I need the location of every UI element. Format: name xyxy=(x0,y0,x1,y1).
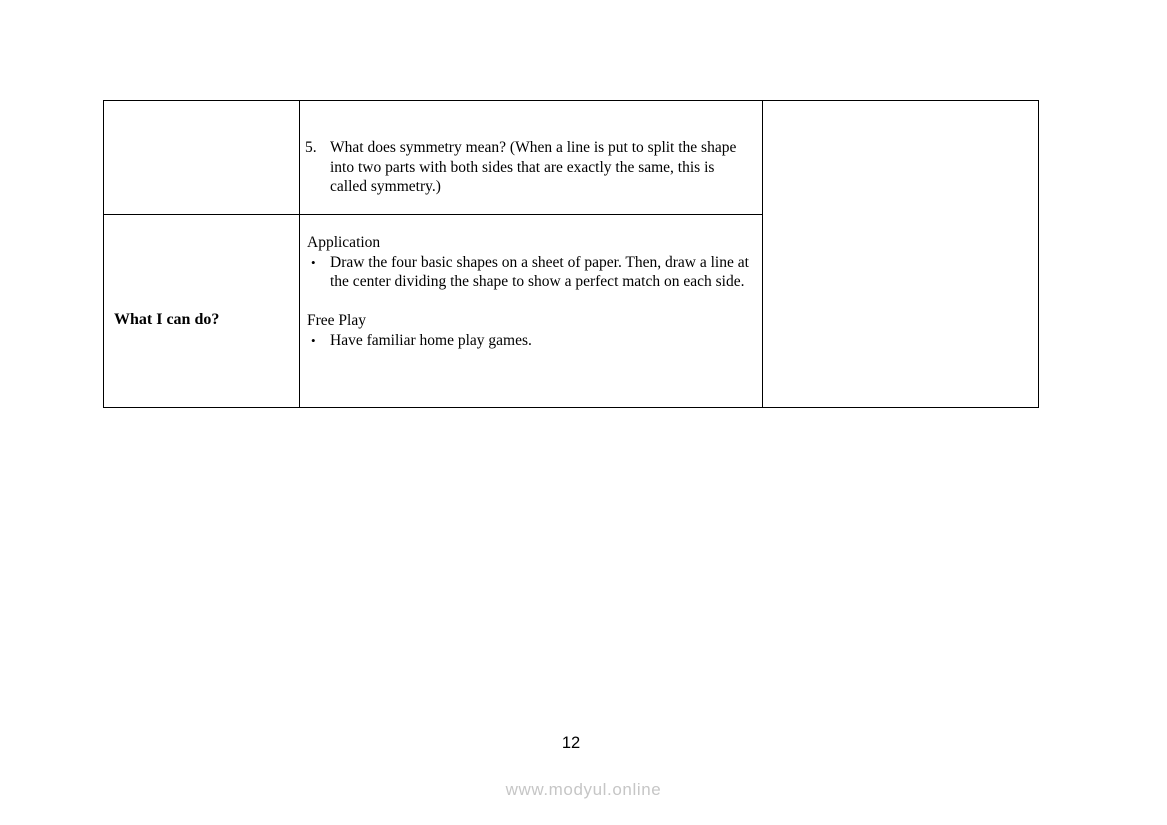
freeplay-bullet-item xyxy=(307,331,756,351)
freeplay-section xyxy=(307,311,756,350)
application-title: Application xyxy=(307,234,381,251)
table-cell-row2-left xyxy=(104,215,300,407)
what-i-can-do-label: What I can do? xyxy=(114,311,220,328)
question-item-5 xyxy=(305,138,754,197)
application-bullet-text: Draw the four basic shapes on a sheet of paper. Then, draw a line at the center dividing the shape to show a perfect match on each side. xyxy=(330,253,749,290)
question-text: What does symmetry mean? (When a line is put to split the shape into two parts with both sides that are exactly the same, this is called symmetry.) xyxy=(330,139,737,195)
table-cell-row1-middle xyxy=(300,101,763,215)
freeplay-title: Free Play xyxy=(307,312,366,329)
application-section xyxy=(307,233,756,292)
bullet-icon: • xyxy=(311,332,316,348)
table-cell-row2-middle xyxy=(300,215,763,407)
watermark: www.modyul.online xyxy=(505,780,662,799)
table-cell-row1-left-empty xyxy=(104,101,300,215)
page-number: 12 xyxy=(561,734,581,752)
freeplay-bullet-text: Have familiar home play games. xyxy=(330,331,532,349)
application-bullet-item xyxy=(307,253,756,292)
question-number: 5. xyxy=(305,139,317,156)
table-cell-right-empty xyxy=(763,101,1038,407)
bullet-icon: • xyxy=(311,254,316,270)
content-table xyxy=(103,100,1039,408)
